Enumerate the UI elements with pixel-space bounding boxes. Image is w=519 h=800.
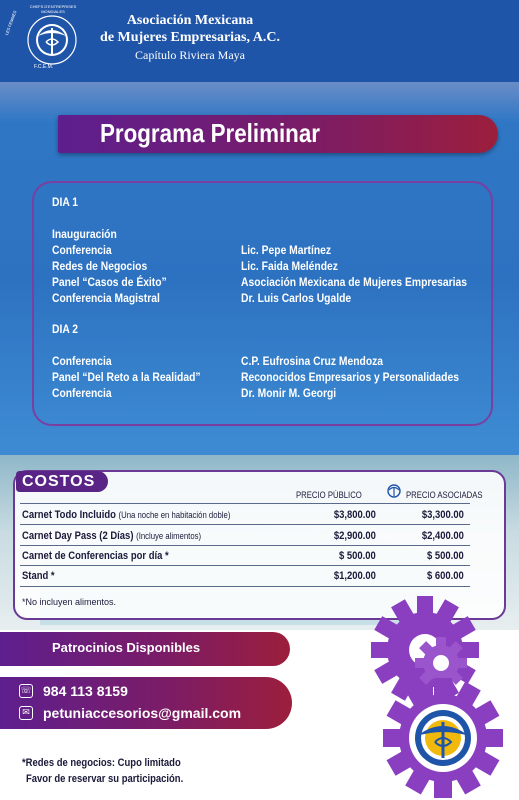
program-title-banner — [58, 115, 498, 153]
header — [0, 0, 519, 82]
public-price: $1,200.00 — [333, 570, 376, 582]
program-speaker: Reconocidos Empresarios y Personalidades — [241, 370, 459, 384]
footer-note-2: Favor de reservar su participación. — [26, 773, 184, 785]
col-members-price: PRECIO ASOCIADAS — [406, 490, 483, 500]
costs-note: *No incluyen alimentos. — [22, 597, 117, 607]
footer-note-1: *Redes de negocios: Cupo limitado — [22, 757, 181, 769]
logo-left-text: LES FEMMES — [4, 9, 18, 36]
gear-emblem-icon — [382, 677, 504, 799]
table-rule — [20, 565, 470, 566]
program-speaker: Lic. Faida Meléndez — [241, 259, 338, 273]
program-event: Inauguración — [52, 227, 117, 241]
org-line-1: Asociación Mexicana — [126, 13, 254, 28]
program-speaker: Dr. Monir M. Georgi — [241, 386, 337, 400]
table-rule — [20, 586, 470, 587]
logo-bottom-text: F.C.E.M. — [34, 64, 54, 70]
cost-item-name: Carnet de Conferencias por día * — [22, 550, 169, 562]
program-event: Panel “Casos de Éxito” — [52, 275, 167, 289]
program-event: Conferencia — [52, 243, 112, 257]
cost-item-detail: (Una noche en habitación doble) — [118, 510, 231, 520]
public-price: $2,900.00 — [333, 530, 376, 542]
table-rule — [20, 524, 470, 525]
members-price: $2,400.00 — [421, 530, 464, 542]
members-price: $ 500.00 — [427, 550, 464, 562]
program-speaker: Lic. Pepe Martínez — [241, 243, 332, 257]
cost-item — [22, 529, 201, 543]
cost-item-name: Stand * — [22, 570, 55, 582]
organization-name — [100, 12, 280, 64]
fcem-small-icon — [386, 484, 402, 498]
email-address[interactable]: petuniaccesorios@gmail.com — [43, 705, 242, 721]
costs-title: COSTOS — [22, 473, 96, 490]
program-title: Programa Preliminar — [100, 118, 320, 148]
members-price: $ 600.00 — [427, 570, 464, 582]
program-speaker: Asociación Mexicana de Mujeres Empresarias — [241, 275, 468, 289]
program-event: Panel “Del Reto a la Realidad” — [52, 370, 201, 384]
members-price: $3,300.00 — [421, 509, 464, 521]
phone-number[interactable]: 984 113 8159 — [43, 683, 128, 699]
program-speaker: Dr. Luis Carlos Ugalde — [241, 291, 352, 305]
cost-item-name: Carnet Day Pass (2 Días) — [22, 530, 134, 542]
day1-label: DIA 1 — [52, 195, 79, 209]
program-event: Conferencia — [52, 354, 112, 368]
program-event: Redes de Negocios — [52, 259, 148, 273]
program-speaker: C.P. Eufrosina Cruz Mendoza — [241, 354, 384, 368]
table-rule — [20, 545, 470, 546]
logo-ring-text: CHEFS D'ENTREPRISES MONDIALES — [29, 4, 77, 14]
table-rule — [20, 503, 470, 504]
sponsors-title: Patrocinios Disponibles — [52, 640, 201, 655]
email-icon: ✉ — [19, 706, 33, 720]
cost-item-name: Carnet Todo Incluido — [22, 509, 116, 521]
org-chapter: Capítulo Riviera Maya — [135, 48, 245, 62]
program-event: Conferencia — [52, 386, 112, 400]
cost-item — [22, 508, 230, 522]
org-line-2: de Mujeres Empresarias, A.C. — [100, 30, 280, 45]
program-event: Conferencia Magistral — [52, 291, 160, 305]
public-price: $3,800.00 — [333, 509, 376, 521]
day2-label: DIA 2 — [52, 322, 79, 336]
col-public-price: PRECIO PÚBLICO — [296, 490, 362, 500]
cost-item-detail: (Incluye alimentos) — [136, 531, 202, 541]
sponsors-banner — [0, 632, 290, 666]
phone-icon: ☏ — [19, 684, 33, 698]
public-price: $ 500.00 — [339, 550, 376, 562]
